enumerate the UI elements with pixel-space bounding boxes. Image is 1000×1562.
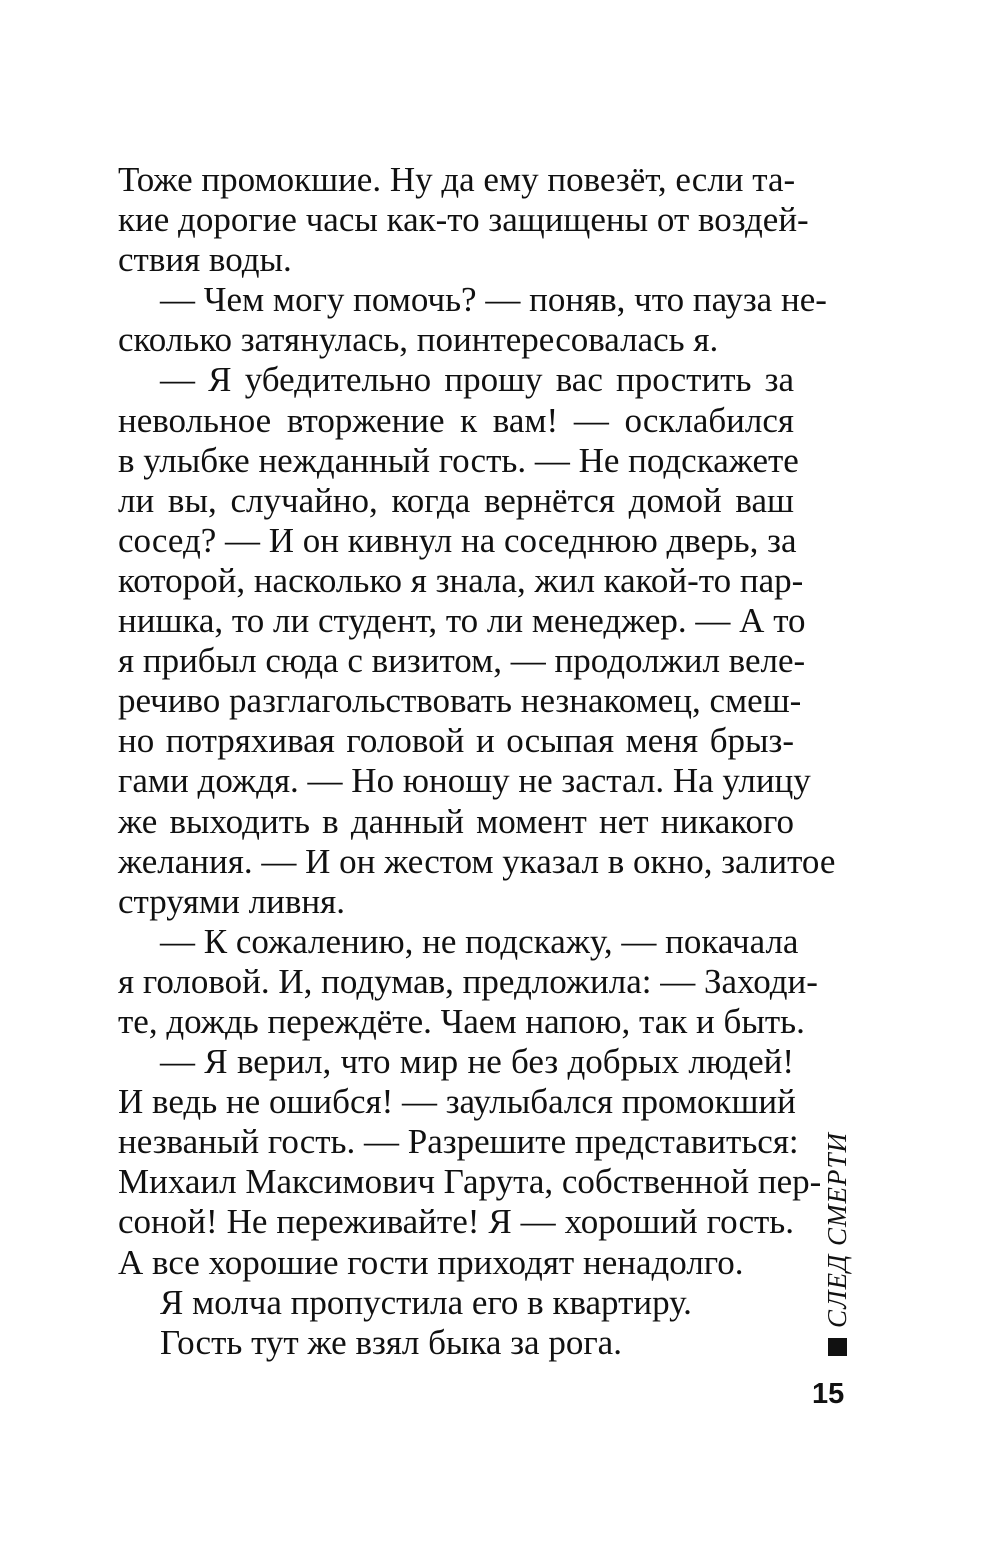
text-line: я головой. И, подумав, предложила: — Заходи- — [118, 961, 818, 1001]
book-title: СЛЕД СМЕРТИ — [822, 1132, 852, 1329]
text-line: невольное вторжение к вам! — осклабился — [118, 400, 794, 440]
text-line: но потряхивая головой и осыпая меня брыз- — [118, 721, 794, 761]
square-bullet-icon — [828, 1338, 847, 1356]
text-line: А все хорошие гости приходят ненадолго. — [118, 1242, 744, 1282]
text-line: Я молча пропустила его в квартиру. — [160, 1282, 692, 1322]
page-body-text — [118, 160, 836, 1363]
text-line: гами дождя. — Но юношу не застал. На улицу — [118, 761, 811, 801]
text-line: И ведь не ошибся! — заулыбался промокший — [118, 1082, 796, 1122]
text-line: же выходить в данный момент нет никакого — [118, 801, 794, 841]
text-line: в улыбке нежданный гость. — Не подскажете — [118, 440, 799, 480]
running-head — [822, 1132, 852, 1356]
text-line: нишка, то ли студент, то ли менеджер. — А то — [118, 601, 806, 641]
text-line: — Я верил, что мир не без добрых людей! — [160, 1042, 794, 1082]
text-line: сосед? — И он кивнул на соседнюю дверь, за — [118, 520, 797, 560]
text-line: Гость тут же взял быка за рога. — [160, 1322, 622, 1362]
text-line: Михаил Максимович Гарута, собственной пер- — [118, 1162, 822, 1202]
text-line: соной! Не переживайте! Я — хороший гость. — [118, 1202, 794, 1242]
text-line: я прибыл сюда с визитом, — продолжил веле- — [118, 641, 806, 681]
text-line: — К сожалению, не подскажу, — покачала — [160, 921, 799, 961]
text-line: речиво разглагольствовать незнакомец, смеш- — [118, 681, 802, 721]
text-line: ствия воды. — [118, 240, 292, 280]
text-line: сколько затянулась, поинтересовалась я. — [118, 320, 719, 360]
text-line: ли вы, случайно, когда вернётся домой ваш — [118, 480, 794, 520]
text-line: — Я убедительно прошу вас простить за — [160, 360, 794, 400]
text-line: — Чем могу помочь? — поняв, что пауза не- — [160, 280, 827, 320]
text-line: желания. — И он жестом указал в окно, залитое — [118, 841, 836, 881]
text-line: Тоже промокшие. Ну да ему повезёт, если та- — [118, 160, 796, 199]
text-line: те, дождь переждёте. Чаем напою, так и быть. — [118, 1001, 805, 1041]
text-line: незваный гость. — Разрешите представиться: — [118, 1122, 799, 1162]
page-number: 15 — [812, 1378, 845, 1410]
text-line: кие дорогие часы как-то защищены от воздей- — [118, 200, 809, 240]
text-line: струями ливня. — [118, 881, 345, 921]
text-line: которой, насколько я знала, жил какой-то пар- — [118, 560, 804, 600]
